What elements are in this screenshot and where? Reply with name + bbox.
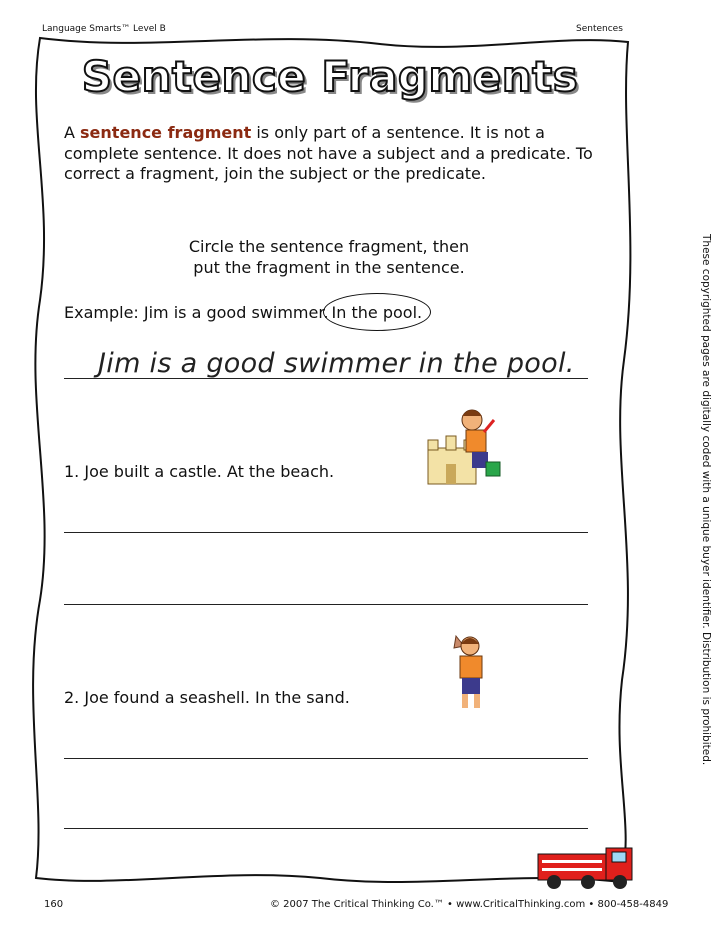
header-series-label: Language Smarts™ Level B	[42, 24, 166, 34]
fire-truck-icon	[536, 846, 636, 892]
instructions-line-1: Circle the sentence fragment, then	[188, 237, 470, 256]
example-answer: Jim is a good swimmer in the pool.	[98, 348, 575, 379]
copyright-side-note	[700, 234, 714, 766]
intro-prefix: A	[64, 123, 81, 142]
example-fragment-text: In the pool.	[331, 303, 423, 322]
seashell-boy-icon	[450, 632, 492, 712]
sandcastle-boy-icon	[424, 408, 508, 488]
question-1: 1. Joe built a castle. At the beach.	[64, 462, 335, 481]
example-answer-line	[64, 378, 588, 379]
question-1-answer-line-1	[64, 532, 588, 533]
fragment-circle	[323, 293, 432, 331]
page-title: Sentence Fragments	[81, 52, 579, 101]
footer-copyright: © 2007 The Critical Thinking Co.™ • www.CriticalThinking.com • 800-458-4849	[270, 899, 669, 910]
example-sentence	[64, 303, 425, 322]
question-2: 2. Joe found a seashell. In the sand.	[64, 688, 350, 707]
intro-paragraph	[64, 123, 594, 185]
page-number: 160	[44, 899, 64, 910]
instructions-line-2: put the fragment in the sentence.	[193, 258, 465, 277]
example-label: Example: Jim is a good swimmer.	[64, 303, 329, 322]
question-2-answer-line-1	[64, 758, 588, 759]
intro-keyword: sentence fragment	[80, 123, 252, 142]
instructions	[64, 236, 594, 278]
example-fragment	[329, 303, 426, 322]
question-1-answer-line-2	[64, 604, 588, 605]
copyright-side-text: These copyrighted pages are digitally coded with a unique buyer identifier. Distribution is prohibited.	[700, 234, 712, 766]
intro-text: is only part of a sentence. It is not a complete sentence. It does not have a subject and a predicate. To correct a fragment, join the subject or the predicate.	[64, 123, 593, 183]
header-topic-label: Sentences	[576, 24, 623, 34]
question-2-answer-line-2	[64, 828, 588, 829]
